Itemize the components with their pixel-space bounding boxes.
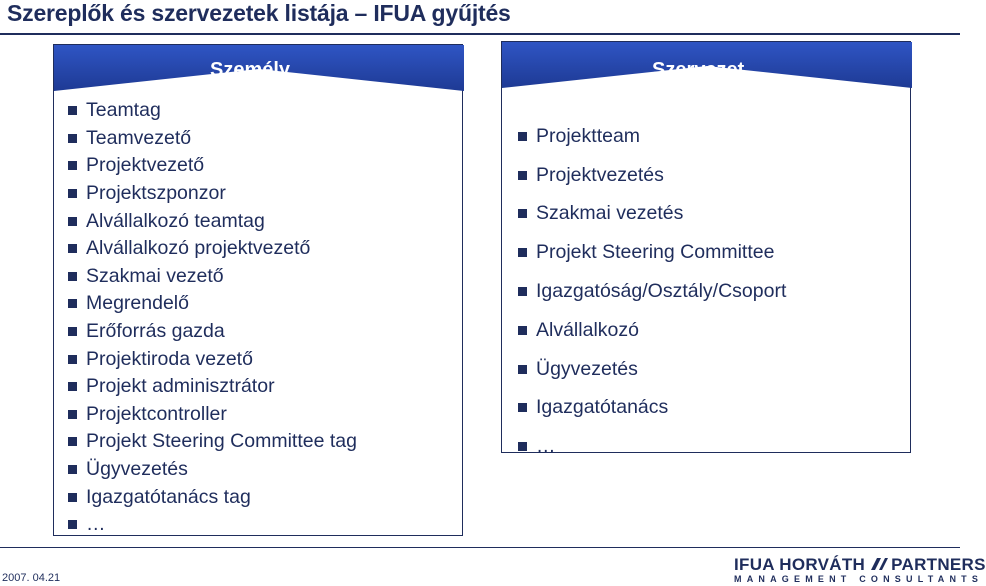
square-bullet-icon: [68, 134, 77, 143]
organization-panel: [501, 41, 911, 458]
list-item: Alvállalkozó: [518, 311, 786, 350]
list-item: Szakmai vezető: [68, 263, 357, 291]
list-item: Projektvezető: [68, 152, 357, 180]
list-item: Alvállalkozó projektvezető: [68, 235, 357, 263]
person-panel-header: [54, 45, 462, 91]
square-bullet-icon: [518, 132, 527, 141]
list-item: Projektiroda vezető: [68, 345, 357, 373]
list-item: Projektcontroller: [68, 401, 357, 429]
list-item: Teamvezető: [68, 125, 357, 153]
list-item: Szakmai vezetés: [518, 195, 786, 234]
list-item: Teamtag: [68, 97, 357, 125]
organization-list: [518, 117, 786, 466]
list-item: …: [68, 511, 357, 539]
list-item: Erőforrás gazda: [68, 318, 357, 346]
footer-divider: [0, 547, 960, 548]
slide-date: 2007. 04.21: [2, 572, 61, 584]
square-bullet-icon: [518, 287, 527, 296]
square-bullet-icon: [68, 437, 77, 446]
logo-tagline: MANAGEMENT CONSULTANTS: [734, 574, 984, 584]
list-item: Projekt Steering Committee tag: [68, 428, 357, 456]
list-item: …: [518, 427, 786, 466]
list-item: Projektszponzor: [68, 180, 357, 208]
person-panel: [53, 44, 463, 536]
square-bullet-icon: [68, 299, 77, 308]
square-bullet-icon: [68, 217, 77, 226]
person-list: [68, 97, 357, 539]
list-item: Projektvezetés: [518, 156, 786, 195]
square-bullet-icon: [518, 365, 527, 374]
title-divider: [0, 33, 960, 35]
list-item: Igazgatótanács: [518, 389, 786, 428]
square-bullet-icon: [68, 493, 77, 502]
organization-panel-title: Szervezet: [652, 59, 745, 81]
square-bullet-icon: [68, 244, 77, 253]
square-bullet-icon: [518, 442, 527, 451]
list-item: Projektteam: [518, 117, 786, 156]
list-item: Igazgatótanács tag: [68, 483, 357, 511]
square-bullet-icon: [518, 326, 527, 335]
list-item: Alvállalkozó teamtag: [68, 207, 357, 235]
organization-panel-header: [502, 42, 910, 88]
square-bullet-icon: [68, 410, 77, 419]
square-bullet-icon: [68, 382, 77, 391]
square-bullet-icon: [68, 106, 77, 115]
list-item: Megrendelő: [68, 290, 357, 318]
square-bullet-icon: [518, 171, 527, 180]
square-bullet-icon: [68, 355, 77, 364]
square-bullet-icon: [518, 248, 527, 257]
square-bullet-icon: [518, 403, 527, 412]
ampersand-logo-icon: [868, 556, 888, 572]
list-item: Projekt adminisztrátor: [68, 373, 357, 401]
list-item: Ügyvezetés: [518, 350, 786, 389]
list-item: Ügyvezetés: [68, 456, 357, 484]
logo-wordmark: IFUA HORVÁTH PARTNERS: [734, 555, 986, 574]
company-logo: [734, 555, 986, 585]
slide-title: Szereplők és szervezetek listája – IFUA gyűjtés: [7, 0, 511, 26]
square-bullet-icon: [68, 272, 77, 281]
square-bullet-icon: [68, 465, 77, 474]
list-item: Igazgatóság/Osztály/Csoport: [518, 272, 786, 311]
square-bullet-icon: [68, 327, 77, 336]
square-bullet-icon: [68, 189, 77, 198]
person-panel-title: Személy: [210, 59, 291, 81]
list-item: Projekt Steering Committee: [518, 233, 786, 272]
square-bullet-icon: [68, 161, 77, 170]
square-bullet-icon: [68, 520, 77, 529]
square-bullet-icon: [518, 209, 527, 218]
